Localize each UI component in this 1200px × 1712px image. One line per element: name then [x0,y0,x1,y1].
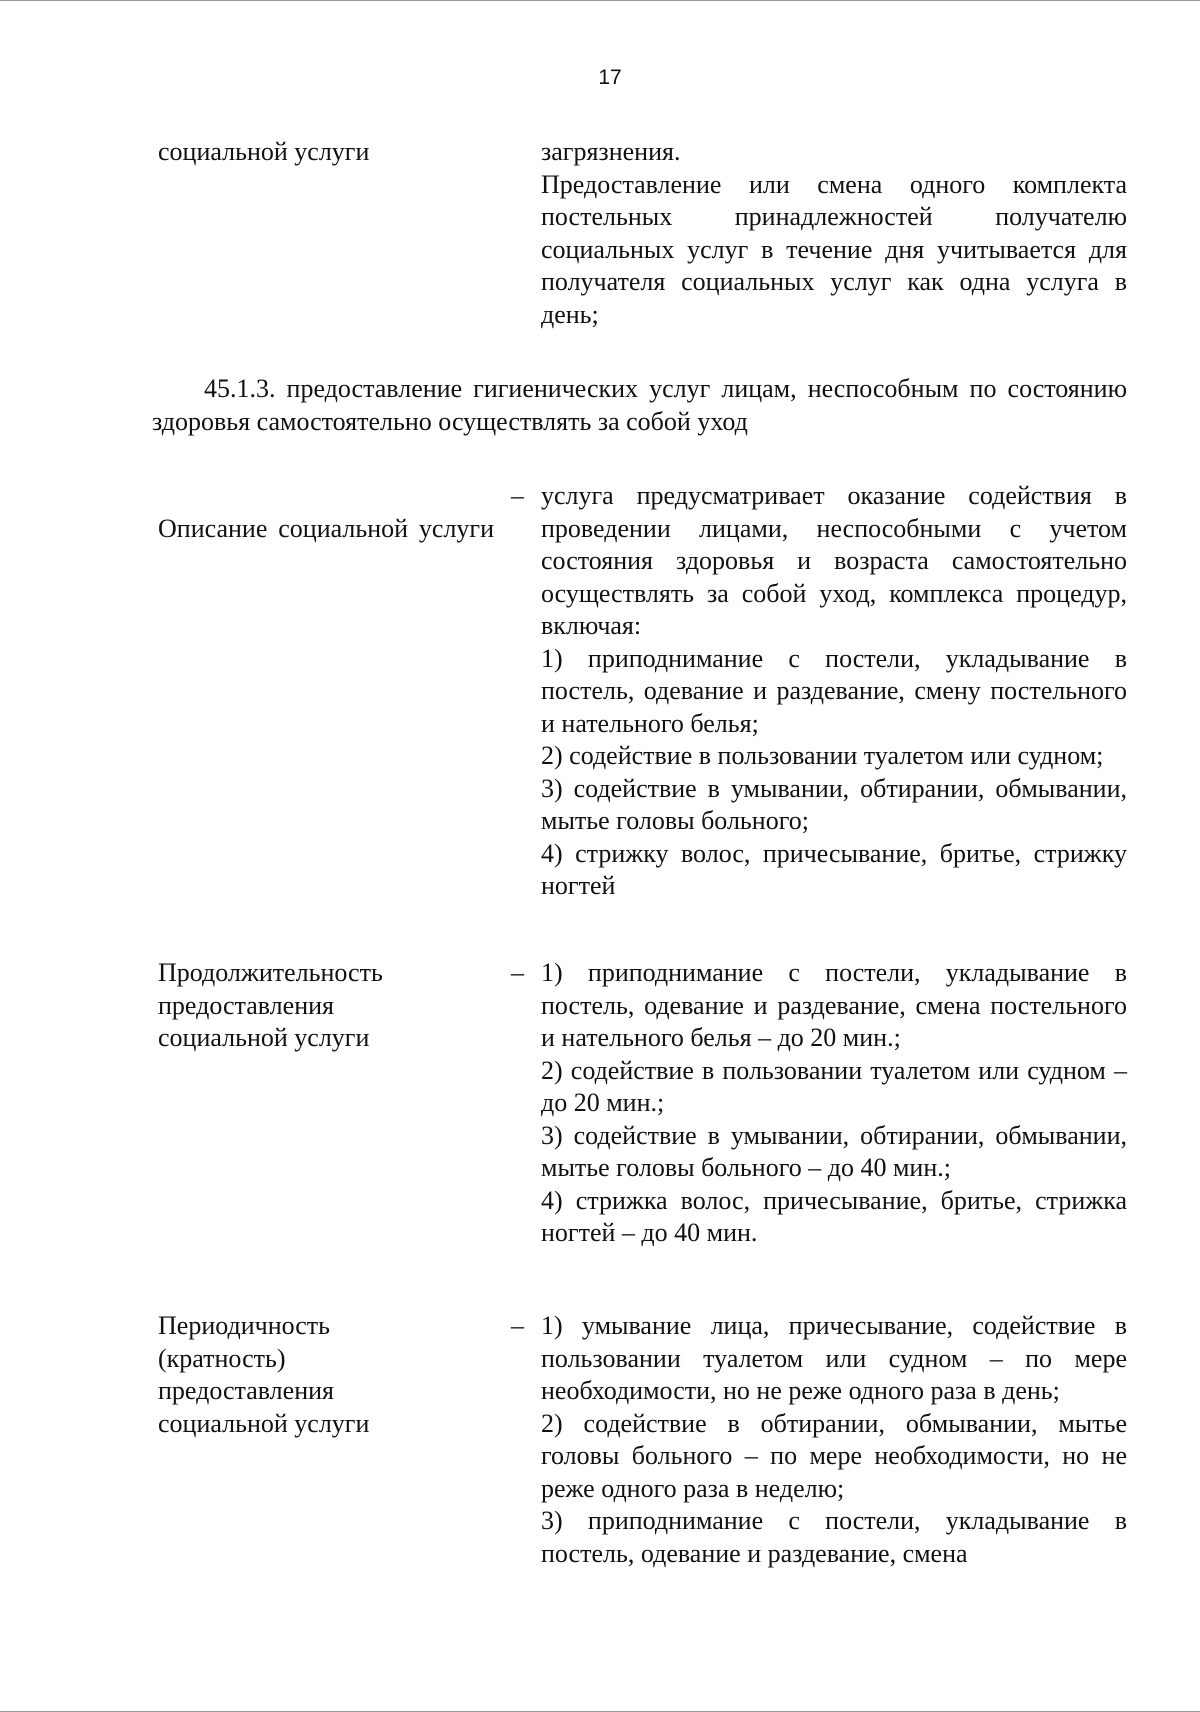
periodicity-value [541,1310,1127,1570]
duration-paragraph: 4) стрижка волос, причесывание, бритье, стрижка ногтей – до 40 мин. [541,1185,1127,1247]
description-paragraph: 2) содействие в пользовании туалетом или судном; [541,741,1104,770]
description-label [158,480,494,545]
top-row-paragraph: загрязнения. [541,137,681,166]
description-paragraph: 1) приподнимание с постели, укладывание в постель, одевание и раздевание, смену постельного и нательного белья; [541,643,1127,738]
description-paragraph: услуга предусматривает оказание содействия в проведении лицами, неспособными с учетом состояния здоровья и возраста самостоятельно осуществлять за собой уход, комплекса процедур, включая: [541,481,1127,640]
duration-paragraph: 1) приподнимание с постели, укладывание в постель, одевание и раздевание, смена постельного и нательного белья – до 20 мин.; [541,958,1127,1052]
duration-dash: – [511,958,524,987]
duration-label: Продолжительность предоставления социальной услуги [158,958,383,1052]
top-row-paragraph: Предоставление или смена одного комплекта постельных принадлежностей получателю социальных услуг в течение дня учитывается для получателя социальных услуг как одна услуга в день; [541,169,1127,329]
scan-edge-top [0,0,1200,1]
periodicity-paragraph: 3) приподнимание с постели, укладывание в постель, одевание и раздевание, смена [541,1506,1127,1568]
description-value [541,480,1127,903]
description-paragraph: 3) содействие в умывании, обтирании, обмывании, мытье головы больного; [541,773,1127,835]
periodicity-paragraph: 1) умывание лица, причесывание, содействие в пользовании туалетом или судном – по мере необходимости, но не реже одного раза в день; [541,1311,1127,1405]
periodicity-label: Периодичность (кратность) предоставления социальной услуги [158,1311,370,1438]
description-paragraph: 4) стрижку волос, причесывание, бритье, стрижку ногтей [541,838,1127,900]
periodicity-paragraph: 2) содействие в обтирании, обмывании, мытье головы больного – по мере необходимости, но не реже одного раза в неделю; [541,1408,1127,1503]
duration-paragraph: 2) содействие в пользовании туалетом или судном – до 20 мин.; [541,1055,1127,1117]
top-row-label: социальной услуги [158,137,370,166]
description-label-text: Описание социальной услуги [158,513,494,543]
periodicity-dash: – [511,1311,524,1340]
description-dash: – [511,481,524,510]
duration-paragraph: 3) содействие в умывании, обтирании, обмывании, мытье головы больного – до 40 мин.; [541,1120,1127,1182]
duration-value [541,957,1127,1250]
top-row-value [541,136,1127,331]
section-heading: 45.1.3. предоставление гигиенических услуг лицам, неспособным по состоянию здоровья самостоятельно осуществлять за собой уход [152,374,1127,436]
page-number: 17 [598,66,622,89]
